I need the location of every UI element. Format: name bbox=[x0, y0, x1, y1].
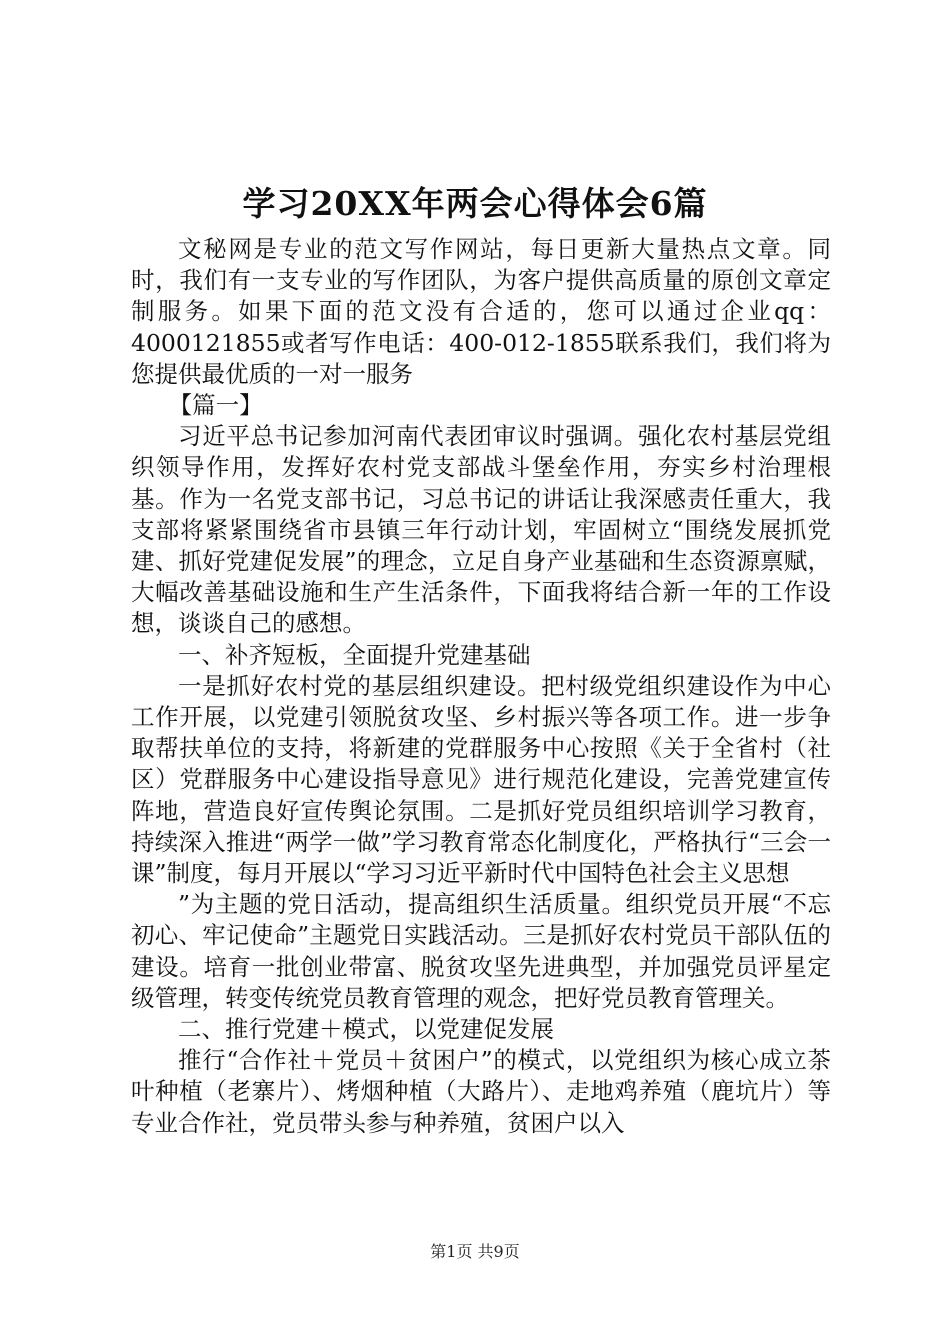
body-paragraph: 推行“合作社＋党员＋贫困户”的模式，以党组织为核心成立茶叶种植（老寨片）、烤烟种植（大路片）、走地鸡养殖（鹿坑片）等专业合作社，党员带头参与种养殖，贫困户以入 bbox=[131, 1046, 831, 1137]
page-footer: 第1页 共9页 bbox=[430, 1242, 520, 1261]
section-tag: 【篇一】 bbox=[168, 391, 263, 420]
document-title: 学习20XX年两会心得体会6篇 bbox=[242, 184, 708, 223]
intro-paragraph: 文秘网是专业的范文写作网站，每日更新大量热点文章。同时，我们有一支专业的写作团队，为客户提供高质量的原创文章定制服务。如果下面的范文没有合适的，您可以通过企业qq：4000121855或者写作电话：400-012-1855联系我们，我们将为您提供最优质的一对一服务 bbox=[131, 235, 831, 388]
body-paragraph: 习近平总书记参加河南代表团审议时强调。强化农村基层党组织领导作用，发挥好农村党支部战斗堡垒作用，夯实乡村治理根基。作为一名党支部书记，习总书记的讲话让我深感责任重大，我支部将紧紧围绕省市县镇三年行动计划，牢固树立“围绕发展抓党建、抓好党建促发展”的理念，立足自身产业基础和生态资源禀赋，大幅改善基础设施和生产生活条件，下面我将结合新一年的工作设想，谈谈自己的感想。 bbox=[131, 422, 831, 638]
body-paragraph: ”为主题的党日活动，提高组织生活质量。组织党员开展“不忘初心、牢记使命”主题党日实践活动。三是抓好农村党员干部队伍的建设。培育一批创业带富、脱贫攻坚先进典型，并加强党员评星定级管理，转变传统党员教育管理的观念，把好党员教育管理关。 bbox=[131, 890, 831, 1012]
document-body bbox=[131, 234, 831, 1139]
section-heading: 二、推行党建＋模式，以党建促发展 bbox=[178, 1015, 554, 1044]
section-heading: 一、补齐短板，全面提升党建基础 bbox=[178, 640, 531, 669]
body-paragraph: 一是抓好农村党的基层组织建设。把村级党组织建设作为中心工作开展，以党建引领脱贫攻坚、乡村振兴等各项工作。进一步争取帮扶单位的支持，将新建的党群服务中心按照《关于全省村（社区）党群服务中心建设指导意见》进行规范化建设，完善党建宣传阵地，营造良好宣传舆论氛围。二是抓好党员组织培训学习教育，持续深入推进“两学一做”学习教育常态化制度化，严格执行“三会一课”制度，每月开展以“学习习近平新时代中国特色社会主义思想 bbox=[131, 671, 831, 888]
